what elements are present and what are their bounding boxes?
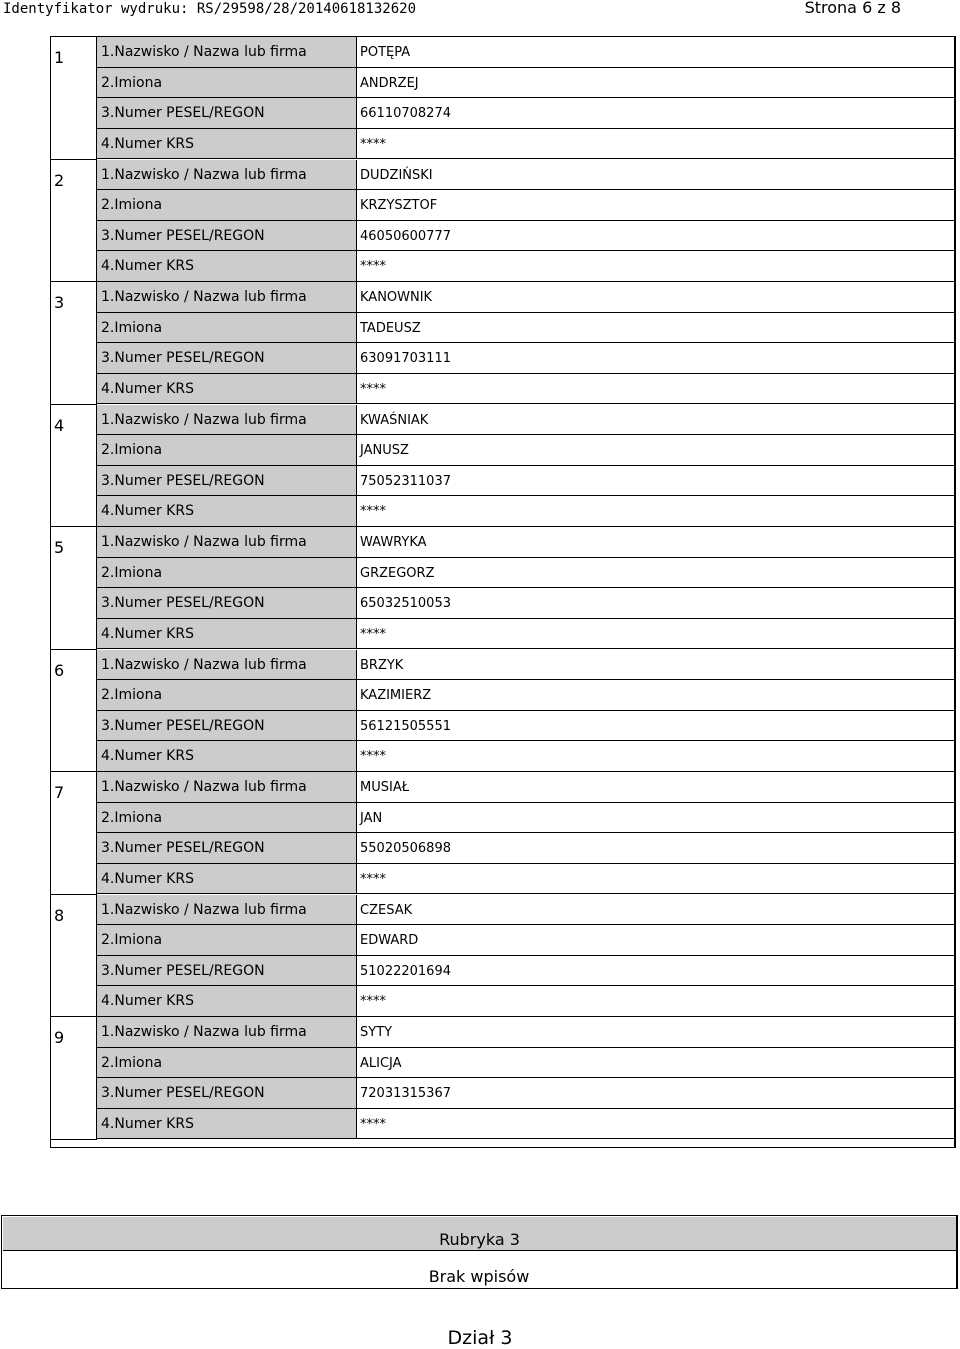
value-first-names: JAN <box>360 810 383 826</box>
row-pesel <box>97 343 955 374</box>
value-pesel: 46050600777 <box>360 228 451 244</box>
label-name: 1.Nazwisko / Nazwa lub firma <box>101 411 307 428</box>
label-krs: 4.Numer KRS <box>101 748 194 765</box>
label-first-names: 2.Imiona <box>101 564 163 581</box>
row-krs <box>97 741 955 772</box>
label-name: 1.Nazwisko / Nazwa lub firma <box>101 901 307 918</box>
row-first-names <box>97 925 955 956</box>
row-pesel <box>97 98 955 129</box>
row-pesel <box>97 711 955 742</box>
shareholders-table <box>50 36 956 1148</box>
label-krs: 4.Numer KRS <box>101 625 194 642</box>
label-pesel: 3.Numer PESEL/REGON <box>101 472 265 489</box>
entry <box>51 527 955 650</box>
row-krs <box>97 986 955 1017</box>
value-pesel: 72031315367 <box>360 1086 451 1102</box>
label-name: 1.Nazwisko / Nazwa lub firma <box>101 1024 307 1040</box>
row-name <box>97 1017 955 1048</box>
entry <box>51 37 955 160</box>
value-pesel: 55020506898 <box>360 841 451 857</box>
value-pesel: 63091703111 <box>360 351 451 367</box>
label-pesel: 3.Numer PESEL/REGON <box>101 717 265 734</box>
value-krs: **** <box>360 871 386 887</box>
entry-number: 4 <box>51 405 97 528</box>
row-name <box>97 160 955 191</box>
row-pesel <box>97 588 955 619</box>
value-krs: **** <box>360 626 386 642</box>
value-first-names: KRZYSZTOF <box>360 198 438 214</box>
label-name: 1.Nazwisko / Nazwa lub firma <box>101 289 307 305</box>
label-pesel: 3.Numer PESEL/REGON <box>101 227 265 244</box>
label-first-names: 2.Imiona <box>101 74 163 91</box>
value-pesel: 56121505551 <box>360 718 451 734</box>
value-name: POTĘPA <box>360 45 411 60</box>
row-name <box>97 37 955 68</box>
entry-number: 7 <box>51 772 97 895</box>
rubryka-title: Rubryka 3 <box>3 1217 956 1251</box>
label-first-names: 2.Imiona <box>101 687 163 704</box>
label-first-names: 2.Imiona <box>101 442 163 459</box>
row-name <box>97 650 955 681</box>
row-krs <box>97 496 955 527</box>
entry <box>51 405 955 528</box>
entry-number: 8 <box>51 895 97 1018</box>
row-name <box>97 772 955 803</box>
entry <box>51 282 955 405</box>
row-name <box>97 282 955 313</box>
label-pesel: 3.Numer PESEL/REGON <box>101 105 265 122</box>
value-name: DUDZIŃSKI <box>360 167 433 183</box>
value-first-names: ALICJA <box>360 1055 402 1071</box>
label-krs: 4.Numer KRS <box>101 503 194 520</box>
label-name: 1.Nazwisko / Nazwa lub firma <box>101 166 307 183</box>
value-name: KANOWNIK <box>360 290 433 305</box>
value-krs: **** <box>360 259 386 275</box>
value-name: SYTY <box>360 1025 393 1040</box>
label-krs: 4.Numer KRS <box>101 993 194 1010</box>
label-krs: 4.Numer KRS <box>101 135 194 152</box>
row-pesel <box>97 956 955 987</box>
entry <box>51 1017 955 1140</box>
row-first-names <box>97 190 955 221</box>
label-pesel: 3.Numer PESEL/REGON <box>101 595 265 612</box>
row-first-names <box>97 435 955 466</box>
value-name: BRZYK <box>360 657 404 673</box>
label-krs: 4.Numer KRS <box>101 258 194 275</box>
label-first-names: 2.Imiona <box>101 1054 163 1071</box>
row-krs <box>97 129 955 160</box>
value-pesel: 51022201694 <box>360 963 451 979</box>
entry-number: 2 <box>51 160 97 283</box>
entry <box>51 895 955 1018</box>
row-krs <box>97 864 955 895</box>
value-krs: **** <box>360 504 386 520</box>
label-pesel: 3.Numer PESEL/REGON <box>101 840 265 857</box>
value-krs: **** <box>360 1116 386 1132</box>
label-pesel: 3.Numer PESEL/REGON <box>101 350 265 367</box>
label-first-names: 2.Imiona <box>101 197 163 214</box>
row-krs <box>97 619 955 650</box>
value-krs: **** <box>360 994 386 1010</box>
value-name: KWAŚNIAK <box>360 412 429 428</box>
row-name <box>97 405 955 436</box>
value-first-names: JANUSZ <box>360 443 409 459</box>
entry-number: 6 <box>51 650 97 773</box>
label-pesel: 3.Numer PESEL/REGON <box>101 962 265 979</box>
label-first-names: 2.Imiona <box>101 809 163 826</box>
value-name: MUSIAŁ <box>360 780 410 795</box>
label-krs: 4.Numer KRS <box>101 1115 194 1132</box>
label-first-names: 2.Imiona <box>101 932 163 949</box>
label-krs: 4.Numer KRS <box>101 870 194 887</box>
value-name: WAWRYKA <box>360 535 427 550</box>
entry-number: 9 <box>51 1017 97 1140</box>
value-krs: **** <box>360 749 386 765</box>
row-krs <box>97 251 955 282</box>
value-first-names: EDWARD <box>360 933 419 949</box>
row-first-names <box>97 558 955 589</box>
entry-number: 1 <box>51 37 97 160</box>
rubryka-3-box <box>1 1215 958 1289</box>
value-pesel: 66110708274 <box>360 106 451 122</box>
label-first-names: 2.Imiona <box>101 319 163 336</box>
label-name: 1.Nazwisko / Nazwa lub firma <box>101 656 307 673</box>
row-first-names <box>97 313 955 344</box>
value-first-names: KAZIMIERZ <box>360 688 432 704</box>
page-number: Strona 6 z 8 <box>804 0 901 17</box>
entry-number: 3 <box>51 282 97 405</box>
entry <box>51 160 955 283</box>
entry <box>51 650 955 773</box>
row-krs <box>97 1109 955 1140</box>
rubryka-empty-text: Brak wpisów <box>428 1267 530 1286</box>
row-first-names <box>97 680 955 711</box>
value-krs: **** <box>360 381 386 397</box>
value-pesel: 65032510053 <box>360 596 451 612</box>
row-pesel <box>97 1078 955 1109</box>
value-first-names: ANDRZEJ <box>360 75 419 91</box>
row-first-names <box>97 803 955 834</box>
value-pesel: 75052311037 <box>360 473 451 489</box>
row-name <box>97 895 955 926</box>
row-first-names <box>97 68 955 99</box>
value-first-names: TADEUSZ <box>360 320 421 336</box>
row-first-names <box>97 1048 955 1079</box>
value-krs: **** <box>360 136 386 152</box>
label-krs: 4.Numer KRS <box>101 380 194 397</box>
row-pesel <box>97 221 955 252</box>
section-title: Dział 3 <box>447 1327 513 1349</box>
label-pesel: 3.Numer PESEL/REGON <box>101 1085 265 1102</box>
row-pesel <box>97 466 955 497</box>
value-first-names: GRZEGORZ <box>360 565 435 581</box>
entry <box>51 772 955 895</box>
label-name: 1.Nazwisko / Nazwa lub firma <box>101 44 307 60</box>
entry-number: 5 <box>51 527 97 650</box>
value-name: CZESAK <box>360 902 413 918</box>
print-identifier: Identyfikator wydruku: RS/29598/28/20140618132620 <box>3 1 417 17</box>
row-krs <box>97 374 955 405</box>
label-name: 1.Nazwisko / Nazwa lub firma <box>101 779 307 795</box>
label-name: 1.Nazwisko / Nazwa lub firma <box>101 534 307 550</box>
row-name <box>97 527 955 558</box>
row-pesel <box>97 833 955 864</box>
